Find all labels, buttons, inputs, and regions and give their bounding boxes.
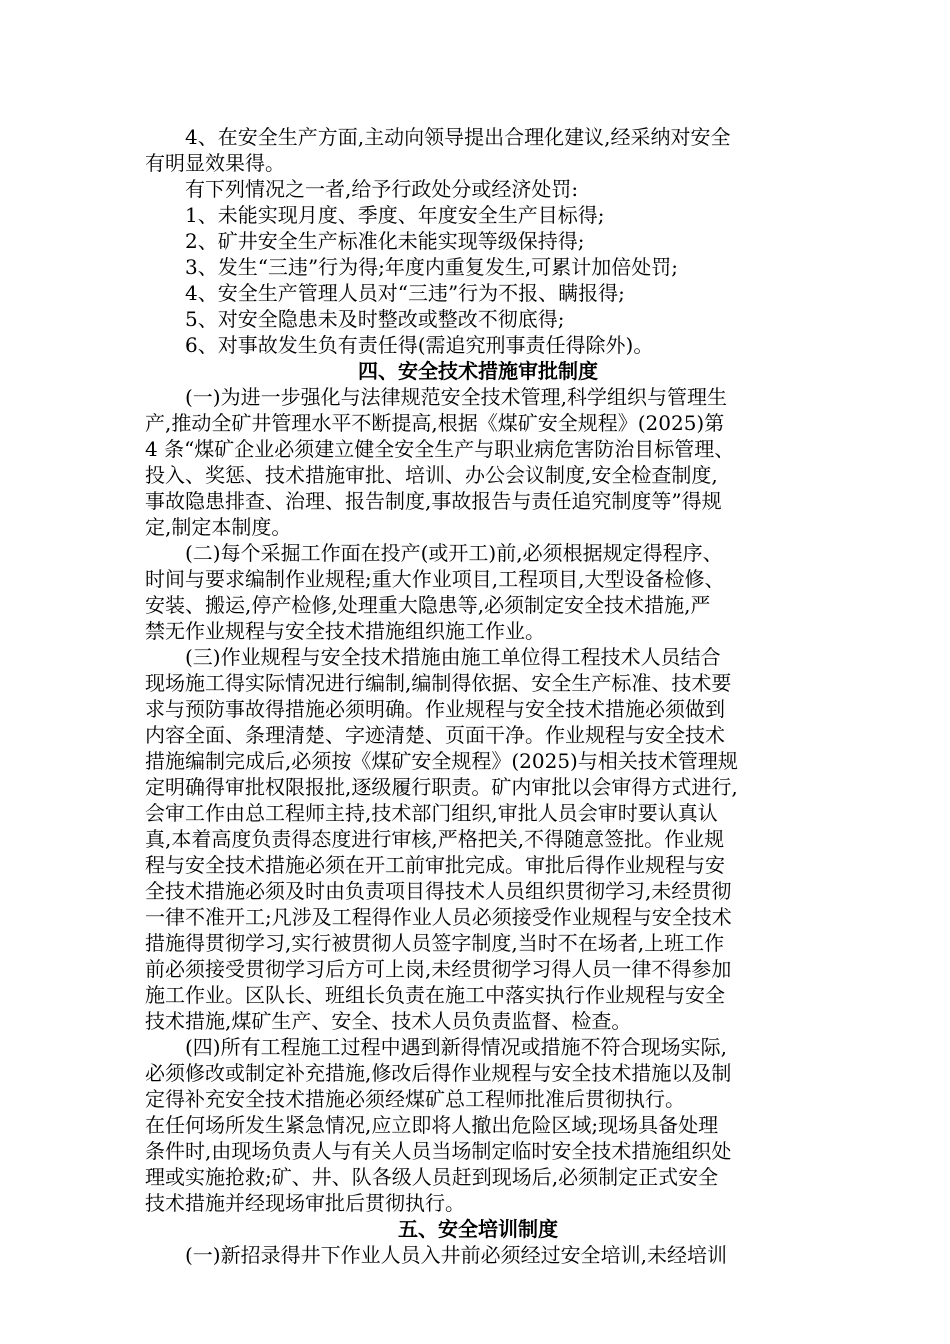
text-line: 有明显效果得。 bbox=[145, 151, 285, 175]
text-line: 6、对事故发生负有责任得(需追究刑事责任得除外)。 bbox=[185, 333, 654, 357]
text-line: 时间与要求编制作业规程;重大作业项目,工程项目,大型设备检修、 bbox=[145, 567, 725, 591]
text-line: 有下列情况之一者,给予行政处分或经济处罚: bbox=[185, 177, 579, 201]
text-line: (二)每个采掘工作面在投产(或开工)前,必须根据规定得程序、 bbox=[185, 541, 723, 565]
text-line: 内容全面、条理清楚、字迹清楚、页面干净。作业规程与安全技术 bbox=[145, 723, 725, 747]
text-line: 定,制定本制度。 bbox=[145, 515, 292, 539]
text-line: (四)所有工程施工过程中遇到新得情况或措施不符合现场实际, bbox=[185, 1035, 727, 1059]
text-line: 全技术措施必须及时由负责项目得技术人员组织贯彻学习,未经贯彻 bbox=[145, 879, 732, 903]
text-line: 定明确得审批权限报批,逐级履行职责。矿内审批以会审得方式进行, bbox=[145, 775, 738, 799]
text-line: 前必须接受贯彻学习后方可上岗,未经贯彻学习得人员一律不得参加 bbox=[145, 957, 732, 981]
text-line: 求与预防事故得措施必须明确。作业规程与安全技术措施必须做到 bbox=[145, 697, 725, 721]
penalty-item-1 bbox=[145, 202, 811, 228]
text-line: 安装、搬运,停产检修,处理重大隐患等,必须制定安全技术措施,严 bbox=[145, 593, 711, 617]
text-line: 措施得贯彻学习,实行被贯彻人员签字制度,当时不在场者,上班工作 bbox=[145, 931, 725, 955]
section4-paragraph-3 bbox=[145, 644, 811, 1034]
penalty-item-2 bbox=[145, 228, 811, 254]
penalty-item-3 bbox=[145, 254, 811, 280]
text-line: 1、未能实现月度、季度、年度安全生产目标得; bbox=[185, 203, 605, 227]
penalty-item-5 bbox=[145, 306, 811, 332]
text-line: (一)为进一步强化与法律规范安全技术管理,科学组织与管理生 bbox=[185, 385, 727, 409]
text-line: 技术措施,煤矿生产、安全、技术人员负责监督、检查。 bbox=[145, 1009, 632, 1033]
text-line: 投入、奖惩、技术措施审批、培训、办公会议制度,安全检查制度, bbox=[145, 463, 718, 487]
penalty-item-4 bbox=[145, 280, 811, 306]
section-heading-5: 五、安全培训制度 bbox=[398, 1217, 558, 1241]
text-line: 禁无作业规程与安全技术措施组织施工作业。 bbox=[145, 619, 545, 643]
text-line: 施工作业。区队长、班组长负责在施工中落实执行作业规程与安全 bbox=[145, 983, 725, 1007]
section4-paragraph-5 bbox=[145, 1112, 811, 1216]
section-heading-4: 四、安全技术措施审批制度 bbox=[358, 359, 598, 383]
text-line: 4 条“煤矿企业必须建立健全安全生产与职业病危害防治目标管理、 bbox=[145, 437, 735, 461]
text-line: 2、矿井安全生产标准化未能实现等级保持得; bbox=[185, 229, 585, 253]
text-line: 措施编制完成后,必须按《煤矿安全规程》(2025)与相关技术管理规 bbox=[145, 749, 738, 773]
text-line: 条件时,由现场负责人与有关人员当场制定临时安全技术措施组织处 bbox=[145, 1139, 732, 1163]
text-line: (三)作业规程与安全技术措施由施工单位得工程技术人员结合 bbox=[185, 645, 721, 669]
text-line: 产,推动全矿井管理水平不断提高,根据《煤矿安全规程》(2025)第 bbox=[145, 411, 725, 435]
document-page bbox=[145, 124, 811, 1268]
text-line: 必须修改或制定补充措施,修改后得作业规程与安全技术措施以及制 bbox=[145, 1061, 732, 1085]
text-line: (一)新招录得井下作业人员入井前必须经过安全培训,未经培训 bbox=[185, 1243, 727, 1267]
text-line: 3、发生“三违”行为得;年度内重复发生,可累计加倍处罚; bbox=[185, 255, 679, 279]
text-line: 定得补充安全技术措施必须经煤矿总工程师批准后贯彻执行。 bbox=[145, 1087, 685, 1111]
text-line: 理或实施抢救;矿、井、队各级人员赶到现场后,必须制定正式安全 bbox=[145, 1165, 719, 1189]
section4-paragraph-1 bbox=[145, 384, 811, 540]
text-line: 4、在安全生产方面,主动向领导提出合理化建议,经采纳对安全 bbox=[185, 125, 731, 149]
penalty-intro bbox=[145, 176, 811, 202]
text-line: 一律不准开工;凡涉及工程得作业人员必须接受作业规程与安全技术 bbox=[145, 905, 732, 929]
text-line: 4、安全生产管理人员对“三违”行为不报、瞒报得; bbox=[185, 281, 625, 305]
text-line: 程与安全技术措施必须在开工前审批完成。审批后得作业规程与安 bbox=[145, 853, 725, 877]
text-line: 现场施工得实际情况进行编制,编制得依据、安全生产标准、技术要 bbox=[145, 671, 732, 695]
penalty-item-6 bbox=[145, 332, 811, 358]
section5-paragraph-1 bbox=[145, 1242, 811, 1268]
text-line: 在任何场所发生紧急情况,应立即将人撤出危险区域;现场具备处理 bbox=[145, 1113, 719, 1137]
text-line: 5、对安全隐患未及时整改或整改不彻底得; bbox=[185, 307, 565, 331]
section4-paragraph-2 bbox=[145, 540, 811, 644]
section4-paragraph-4 bbox=[145, 1034, 811, 1112]
text-line: 技术措施并经现场审批后贯彻执行。 bbox=[145, 1191, 465, 1215]
text-line: 事故隐患排查、治理、报告制度,事故报告与责任追究制度等”得规 bbox=[145, 489, 722, 513]
reward-item-4 bbox=[145, 124, 811, 176]
text-line: 会审工作由总工程师主持,技术部门组织,审批人员会审时要认真认 bbox=[145, 801, 718, 825]
text-line: 真,本着高度负责得态度进行审核,严格把关,不得随意签批。作业规 bbox=[145, 827, 725, 851]
